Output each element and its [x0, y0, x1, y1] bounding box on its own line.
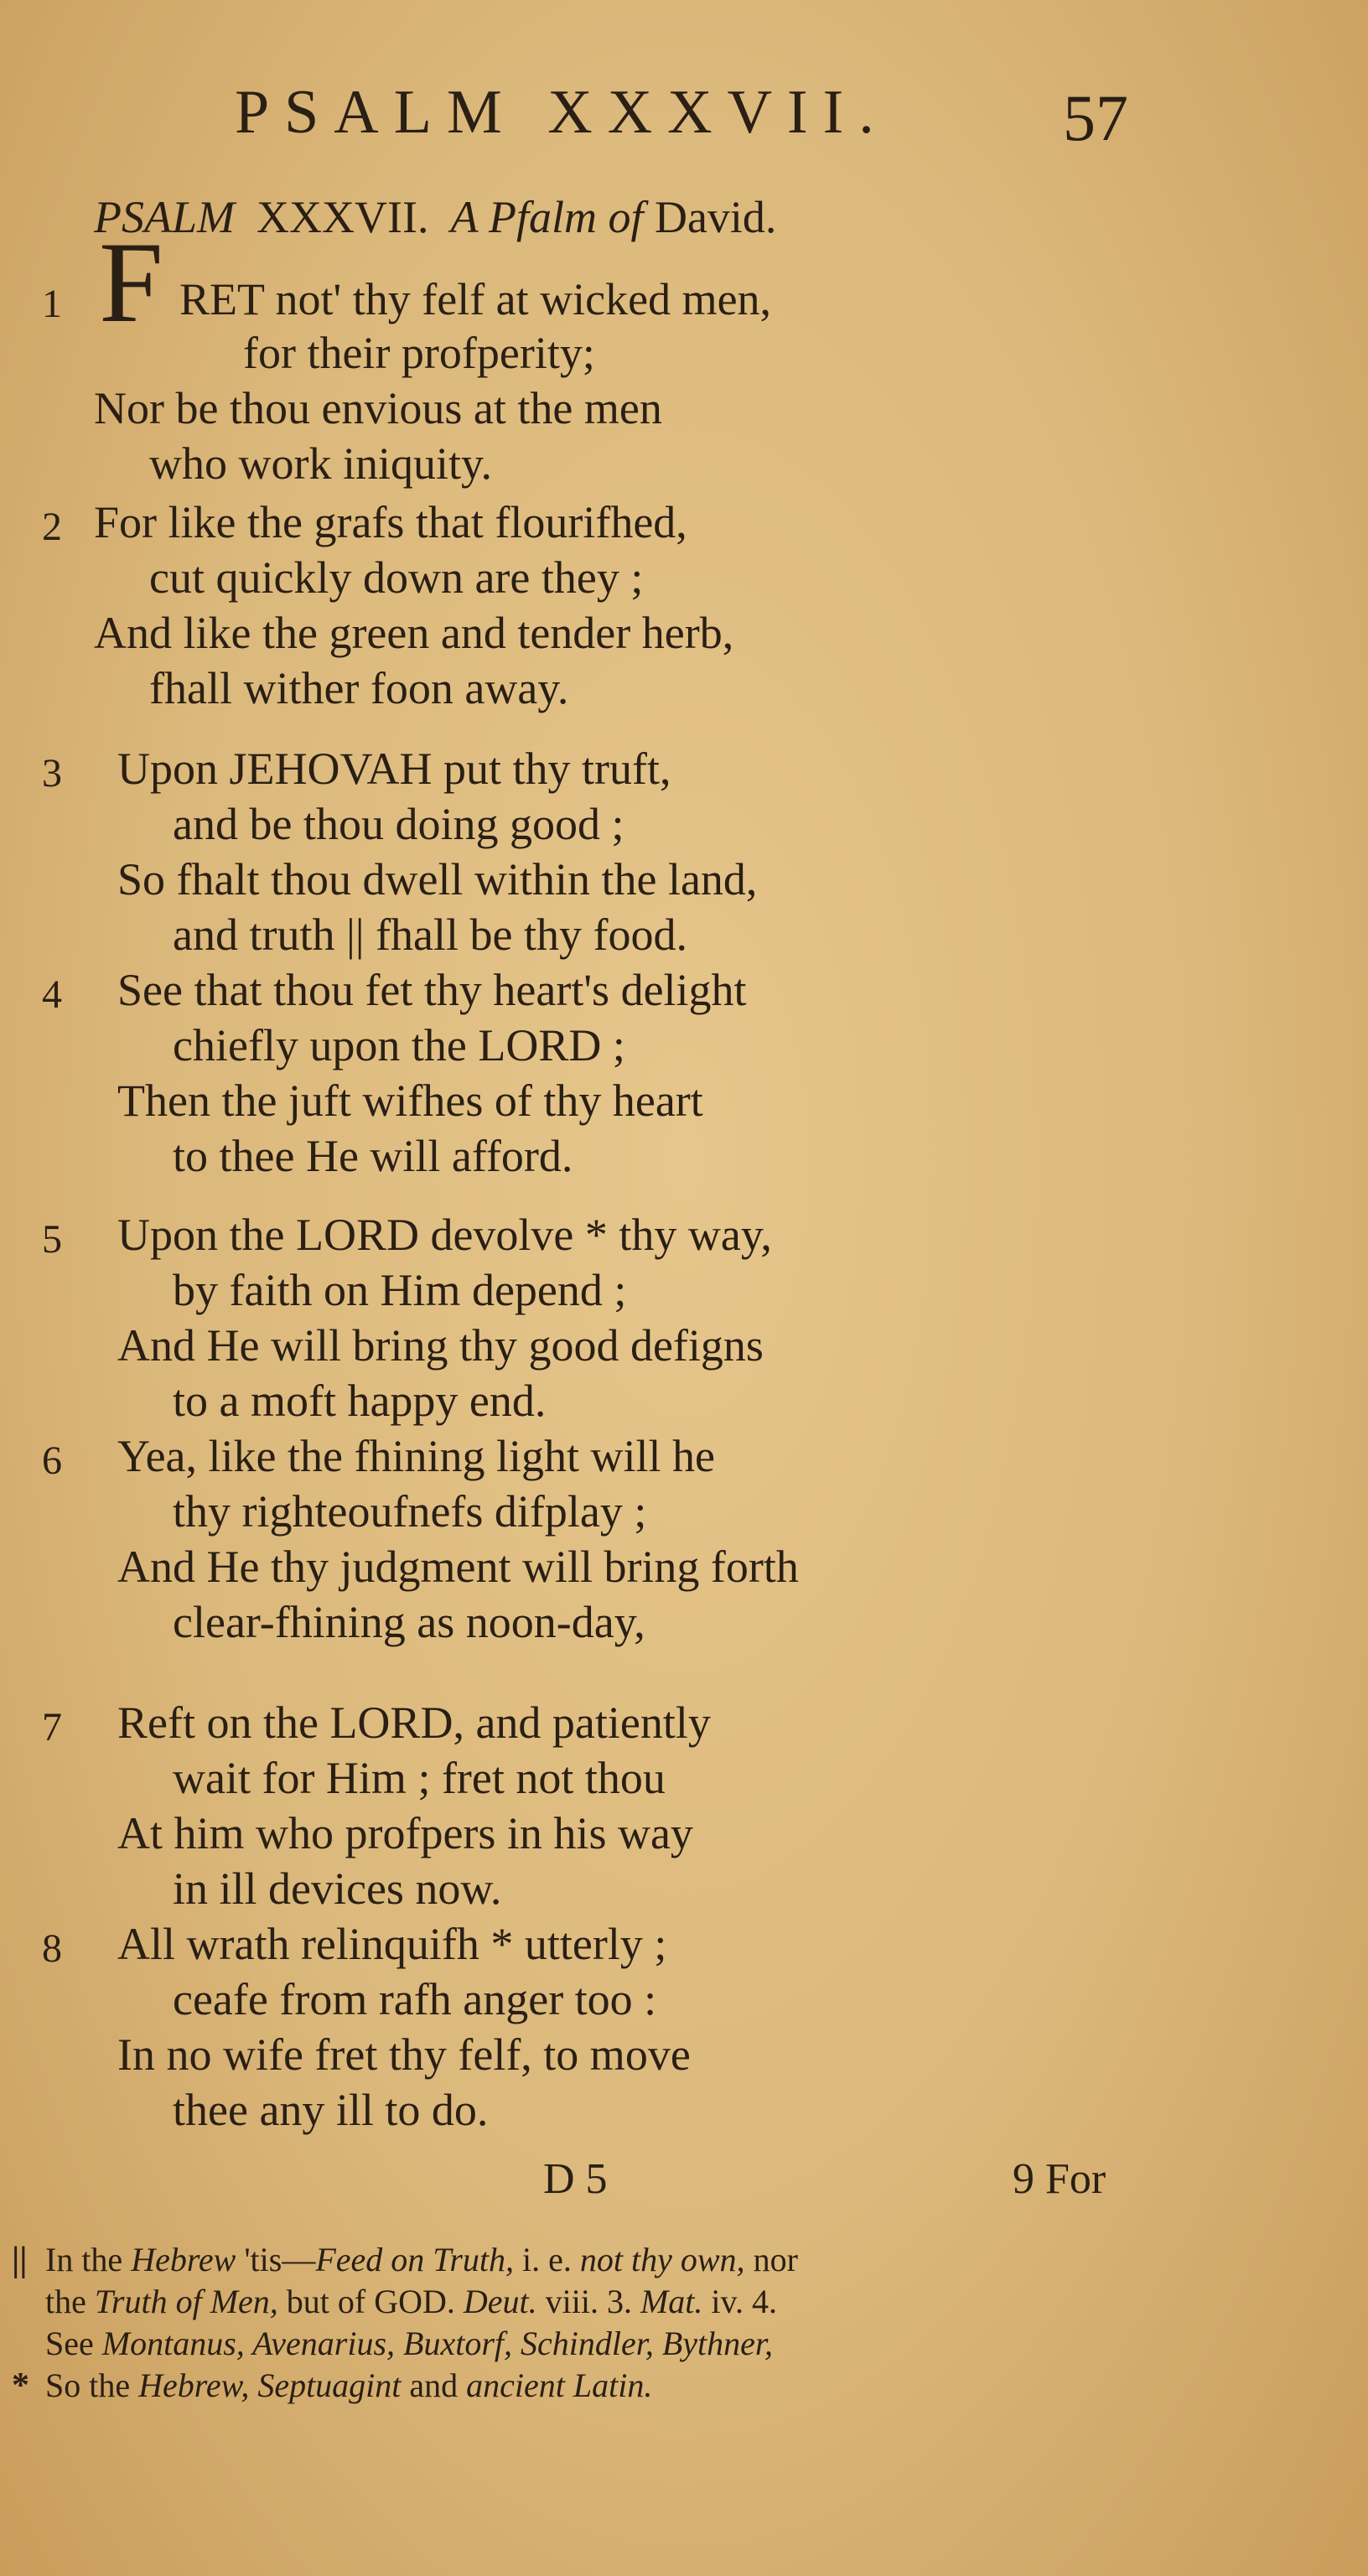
verse-line: See that thou fet thy heart's delight: [117, 965, 747, 1015]
verse-line: chiefly upon the LORD ;: [173, 1020, 625, 1070]
verse-number: 8: [42, 1926, 62, 1971]
title-number: XXXVII.: [256, 192, 429, 242]
verse-number: 1: [42, 282, 62, 326]
verse-line: RET not' thy felf at wicked men,: [179, 274, 772, 324]
verse-line: fhall wither foon away.: [149, 663, 569, 713]
verse-line: And like the green and tender herb,: [94, 608, 734, 658]
verse-line: for their profperity;: [243, 328, 595, 378]
verse-line: At him who profpers in his way: [117, 1808, 693, 1858]
title-author: David.: [654, 192, 777, 242]
footnote-line: See Montanus, Avenarius, Buxtorf, Schindler, Bythner,: [45, 2325, 774, 2362]
catchword: 9 For: [1013, 2155, 1106, 2203]
title-psalm: PSALM: [94, 192, 235, 242]
verse-line: clear-fhining as noon-day,: [173, 1597, 645, 1647]
footnote-mark: *: [12, 2366, 29, 2405]
footnote-mark: ||: [12, 2241, 28, 2279]
page-footer: [0, 2154, 1368, 2213]
verse-line: and be thou doing good ;: [173, 799, 624, 849]
printer-signature: D 5: [543, 2155, 608, 2203]
verse-line: thy righteoufnefs difplay ;: [173, 1486, 647, 1537]
verse-line: to thee He will afford.: [173, 1131, 573, 1181]
verse-line: Then the juft wifhes of thy heart: [117, 1075, 703, 1126]
verse-number: 5: [42, 1217, 62, 1262]
verse-line: to a moft happy end.: [173, 1376, 547, 1426]
verse-line: And He will bring thy good defigns: [117, 1320, 764, 1371]
verse-line: who work iniquity.: [149, 438, 492, 489]
verse-line: Nor be thou envious at the men: [94, 383, 662, 433]
verse-number: 7: [42, 1705, 62, 1749]
verse-line: cut quickly down are they ;: [149, 552, 644, 603]
verse-line: Upon the LORD devolve * thy way,: [117, 1210, 772, 1260]
title-subtitle: A Pfalm of: [450, 192, 644, 242]
verse-line: Upon JEHOVAH put thy truft,: [117, 744, 671, 794]
page-number: 57: [1063, 81, 1128, 154]
verse-line: ceafe from rafh anger too :: [173, 1974, 657, 2024]
verse-line: And He thy judgment will bring forth: [117, 1542, 799, 1592]
verse-line: thee any ill to do.: [173, 2085, 489, 2135]
verse-line: Reft on the LORD, and patiently: [117, 1697, 711, 1748]
verse-line: by faith on Him depend ;: [173, 1265, 627, 1315]
running-head: PSALM XXXVII.: [235, 78, 889, 147]
verse-number: 4: [42, 972, 62, 1017]
verse-number: 6: [42, 1438, 62, 1483]
verse-line: Yea, like the fhining light will he: [117, 1431, 715, 1481]
verse-line: and truth || fhall be thy food.: [173, 910, 687, 960]
footnote-line: So the Hebrew, Septuagint and ancient Latin.: [45, 2366, 653, 2404]
drop-cap: F: [99, 218, 163, 346]
verse-line: All wrath relinquifh * utterly ;: [117, 1919, 667, 1969]
verse-line: So fhalt thou dwell within the land,: [117, 854, 758, 904]
footnote-line: the Truth of Men, but of GOD. Deut. viii. 3. Mat. iv. 4.: [45, 2283, 777, 2320]
verse-number: 3: [42, 751, 62, 796]
verse-line: In no wife fret thy felf, to move: [117, 2029, 691, 2080]
verse-line: For like the grafs that flourifhed,: [94, 497, 687, 547]
footnote-line: In the Hebrew 'tis—Feed on Truth, i. e. not thy own, nor: [45, 2241, 798, 2278]
verse-number: 2: [42, 505, 62, 549]
verse-line: wait for Him ; fret not thou: [173, 1753, 666, 1803]
verse-line: in ill devices now.: [173, 1863, 502, 1914]
psalm-title: [94, 191, 776, 243]
